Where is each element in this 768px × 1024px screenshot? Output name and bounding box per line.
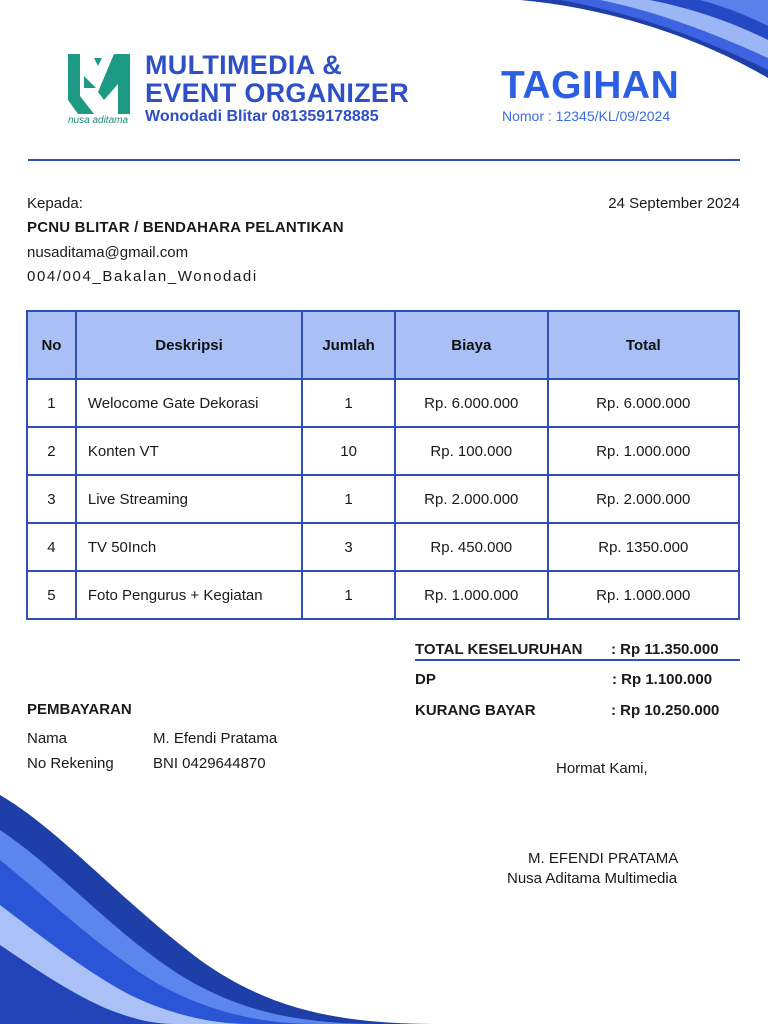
invoice-items-table xyxy=(26,310,740,620)
invoice-date: 24 September 2024 xyxy=(608,195,740,212)
row-no: 3 xyxy=(27,475,76,523)
company-logo-icon xyxy=(68,54,130,114)
brand-subtitle: Wonodadi Blitar 081359178885 xyxy=(145,108,379,125)
grand-total-underline xyxy=(415,659,740,661)
invoice-title: TAGIHAN xyxy=(501,64,680,107)
row-description: Foto Pengurus + Kegiatan xyxy=(76,571,302,619)
row-no: 5 xyxy=(27,571,76,619)
closing-regards: Hormat Kami, xyxy=(556,760,648,777)
payment-account-label: No Rekening xyxy=(27,755,114,772)
row-total: Rp. 1.000.000 xyxy=(548,427,739,475)
row-no: 2 xyxy=(27,427,76,475)
row-price: Rp. 1.000.000 xyxy=(395,571,548,619)
row-quantity: 3 xyxy=(302,523,395,571)
column-header-total: Total xyxy=(548,311,739,379)
column-header-price: Biaya xyxy=(395,311,548,379)
down-payment-label: DP xyxy=(415,671,436,688)
row-no: 4 xyxy=(27,523,76,571)
table-row xyxy=(27,571,739,619)
signer-name: M. EFENDI PRATAMA xyxy=(528,850,679,867)
table-row xyxy=(27,379,739,427)
invoice-number: Nomor : 12345/KL/09/2024 xyxy=(502,108,671,124)
payment-name-label: Nama xyxy=(27,730,68,747)
recipient-email: nusaditama@gmail.com xyxy=(27,244,189,261)
down-payment-value: : Rp 1.100.000 xyxy=(612,671,713,688)
row-price: Rp. 2.000.000 xyxy=(395,475,548,523)
balance-due-label: KURANG BAYAR xyxy=(415,702,536,719)
brand-name-line2: EVENT ORGANIZER xyxy=(145,78,410,108)
signer-organization: Nusa Aditama Multimedia xyxy=(507,870,678,887)
logo-tagline: nusa aditama xyxy=(68,115,129,126)
row-quantity: 10 xyxy=(302,427,395,475)
recipient-label: Kepada: xyxy=(27,195,83,212)
row-total: Rp. 6.000.000 xyxy=(548,379,739,427)
row-total: Rp. 1.000.000 xyxy=(548,571,739,619)
table-row xyxy=(27,475,739,523)
balance-due-value: : Rp 10.250.000 xyxy=(611,702,720,719)
row-description: TV 50Inch xyxy=(76,523,302,571)
row-no: 1 xyxy=(27,379,76,427)
recipient-address: 004/004_Bakalan_Wonodadi xyxy=(27,268,258,285)
column-header-no: No xyxy=(27,311,76,379)
header-divider xyxy=(28,159,740,161)
table-row xyxy=(27,427,739,475)
grand-total-value: : Rp 11.350.000 xyxy=(611,641,719,658)
row-total: Rp. 2.000.000 xyxy=(548,475,739,523)
row-description: Live Streaming xyxy=(76,475,302,523)
payment-heading: PEMBAYARAN xyxy=(27,701,132,718)
payment-name-value: M. Efendi Pratama xyxy=(153,730,278,747)
row-quantity: 1 xyxy=(302,379,395,427)
row-description: Konten VT xyxy=(76,427,302,475)
payment-account-value: BNI 0429644870 xyxy=(153,755,266,772)
row-price: Rp. 100.000 xyxy=(395,427,548,475)
grand-total-label: TOTAL KESELURUHAN xyxy=(415,641,583,658)
column-header-quantity: Jumlah xyxy=(302,311,395,379)
row-quantity: 1 xyxy=(302,475,395,523)
row-price: Rp. 450.000 xyxy=(395,523,548,571)
recipient-name: PCNU BLITAR / BENDAHARA PELANTIKAN xyxy=(27,219,344,236)
column-header-description: Deskripsi xyxy=(76,311,302,379)
row-quantity: 1 xyxy=(302,571,395,619)
table-header-row xyxy=(27,311,739,379)
table-row xyxy=(27,523,739,571)
row-price: Rp. 6.000.000 xyxy=(395,379,548,427)
row-total: Rp. 1350.000 xyxy=(548,523,739,571)
row-description: Welocome Gate Dekorasi xyxy=(76,379,302,427)
brand-name-line1: MULTIMEDIA & xyxy=(145,50,343,80)
